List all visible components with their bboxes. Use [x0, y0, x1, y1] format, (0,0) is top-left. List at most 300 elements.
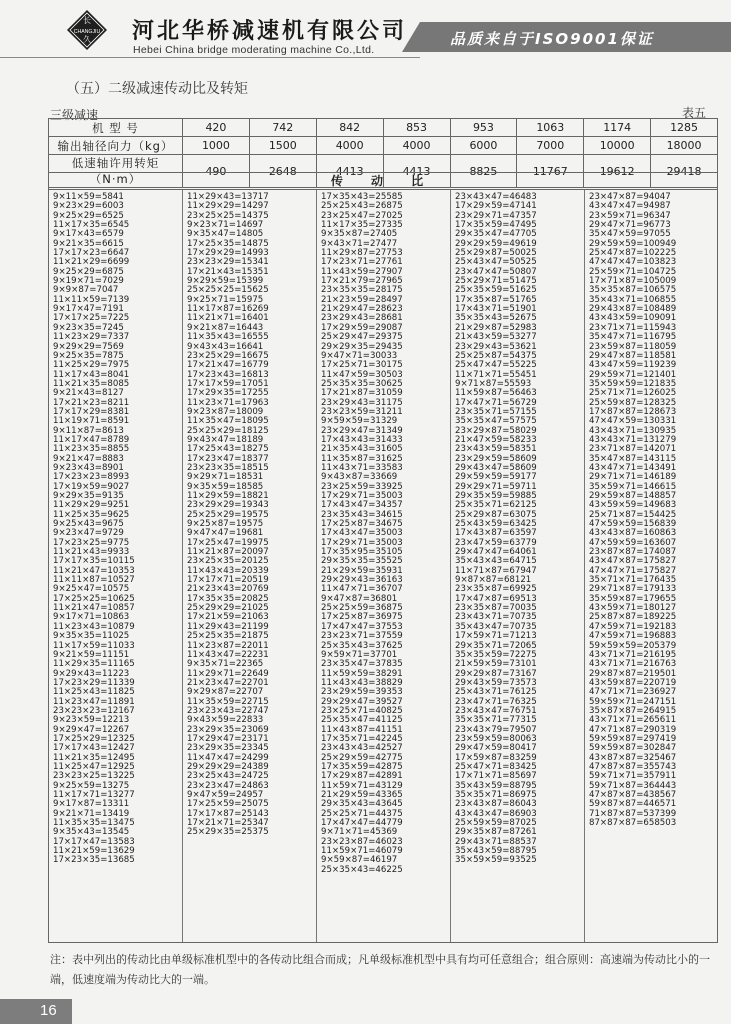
ratio-entry: 9×25×29=6875: [53, 266, 124, 277]
ratio-entry: 17×25×35=14875: [187, 238, 269, 249]
ratio-entry: 29×29×47=39527: [321, 696, 403, 707]
ratio-entry: 17×23×71=27761: [321, 257, 403, 268]
ratio-column: [183, 190, 317, 942]
ratio-entry: 11×43×87=41151: [321, 724, 403, 735]
ratio-entry: 23×29×87=58029: [455, 425, 537, 436]
ratio-entry: 9×25×43=9675: [53, 519, 124, 530]
ratio-entry: 9×35×59=18585: [187, 481, 264, 492]
ratio-entry: 25×25×71=44375: [321, 808, 403, 819]
spec-cell: 742: [249, 119, 316, 137]
ratio-entry: 17×43×43=31433: [321, 434, 403, 445]
ratio-entry: 29×59×71=121401: [589, 369, 677, 380]
ratio-entry: 23×29×35=23345: [187, 743, 269, 754]
ratio-entry: 21×59×59=73101: [455, 659, 537, 670]
ratio-entry: 9×25×71=15975: [187, 294, 264, 305]
ratio-entry: 23×43×59=58351: [455, 444, 537, 455]
ratio-entry: 9×21×87=16443: [187, 322, 264, 333]
ratio-entry: 9×47×87=36801: [321, 593, 398, 604]
spec-row-label: 输出轴径向力（kg）: [49, 137, 183, 155]
ratio-entry: 23×29×47=31349: [321, 425, 403, 436]
ratio-entry: 29×29×43=36163: [321, 575, 403, 586]
ratio-entry: 17×87×87=128673: [589, 406, 677, 417]
ratio-entry: 9×47×59=24957: [187, 790, 264, 800]
ratio-entry: 25×29×47=29375: [321, 332, 403, 343]
ratio-entry: 9×21×47=8883: [53, 453, 124, 464]
ratio-entry: 17×47×47=44779: [321, 818, 403, 829]
ratio-entry: 23×47×71=76325: [455, 696, 537, 707]
ratio-entry: 43×87×87=325467: [589, 752, 677, 763]
ratio-entry: 47×47×47=103823: [589, 257, 677, 268]
ratio-entry: 35×35×87=106575: [589, 285, 677, 296]
spec-cell: 1174: [584, 119, 651, 137]
ratio-entry: 29×47×71=96773: [589, 220, 671, 231]
ratio-entry: 11×17×35=27335: [321, 220, 403, 231]
ratio-entry: 11×21×35=8085: [53, 378, 130, 389]
ratio-column: [49, 190, 183, 942]
ratio-entry: 9×17×87=13311: [53, 799, 130, 810]
spec-row-label: 低速轴许用转矩（N·m）: [49, 155, 183, 188]
ratio-entry: 9×43×47=18189: [187, 434, 264, 445]
ratio-entry: 17×25×71=30175: [321, 360, 403, 371]
ratio-entry: 29×59×59=100949: [589, 238, 677, 249]
ratio-entry: 17×59×71=71213: [455, 631, 537, 642]
ratio-entry: 43×43×71=130935: [589, 425, 677, 436]
ratio-entry: 11×21×71=16401: [187, 313, 269, 324]
ratio-entry: 11×21×87=20097: [187, 547, 269, 558]
ratio-entry: 23×35×43=34615: [321, 509, 403, 520]
ratio-entry: 43×71×71=216195: [589, 649, 677, 660]
ratio-entry: 9×35×87=27405: [321, 229, 398, 240]
ratio-entry: 59×71×71=357911: [589, 771, 677, 782]
spec-cell: 4413: [316, 155, 383, 188]
ratio-entry: 35×47×59=97055: [589, 229, 671, 240]
spec-cell: 4000: [383, 137, 450, 155]
ratio-entry: 9×21×35=6615: [53, 238, 124, 249]
spec-cell: 4413: [383, 155, 450, 188]
spec-row-radial-force: [49, 137, 718, 155]
ratio-entry: 11×25×43=11825: [53, 687, 135, 698]
ratio-entry: 11×21×47=10353: [53, 565, 135, 576]
ratio-entry: 23×71×71=115943: [589, 322, 677, 333]
ratio-entry: 11×59×59=38291: [321, 668, 403, 679]
spec-row-model: [49, 119, 718, 137]
ratio-entry: 23×29×35=23069: [187, 724, 269, 735]
ratio-entry: 71×87×87=537399: [589, 808, 677, 819]
ratio-entry: 23×23×29=15341: [187, 257, 269, 268]
ratio-entry: 9×29×29=7569: [53, 341, 124, 352]
ratio-entry: 9×17×47=7191: [53, 304, 124, 315]
table-label: 表五: [682, 106, 707, 120]
ratio-entry: 11×71×71=55451: [455, 369, 537, 380]
ratio-entry: 9×25×29=6525: [53, 210, 124, 221]
ratio-entry: 17×35×35=20825: [187, 593, 269, 604]
ratio-entry: 17×17×59=17051: [187, 378, 269, 389]
ratio-entry: 11×25×35=9625: [53, 509, 130, 520]
spec-cell: 420: [183, 119, 250, 137]
ratio-entry: 17×29×35=17255: [187, 388, 269, 399]
ratio-entry: 25×43×71=76125: [455, 687, 537, 698]
ratio-entry: 29×29×87=73167: [455, 668, 537, 679]
ratio-entry: 9×11×87=8613: [53, 425, 124, 436]
ratio-entry: 25×25×59=36875: [321, 603, 403, 614]
ratio-entry: 47×47×71=175827: [589, 565, 677, 576]
ratio-entry: 23×29×59=58609: [455, 453, 537, 464]
ratio-entry: 11×35×47=18095: [187, 416, 269, 427]
ratio-entry: 17×23×29=11339: [53, 677, 135, 688]
ratio-entry: 25×43×47=50525: [455, 257, 537, 268]
ratio-entry: 29×35×71=72065: [455, 640, 537, 651]
ratio-entry: 17×47×47=37553: [321, 621, 403, 632]
ratio-entry: 25×35×43=37625: [321, 640, 403, 651]
spec-cell: 4000: [316, 137, 383, 155]
ratio-entry: 23×23×25=13225: [53, 771, 135, 782]
ratio-entry: 25×47×87=102225: [589, 248, 677, 259]
ratio-entry: 25×35×71=62125: [455, 500, 537, 511]
ratio-entry: 23×29×43=28681: [321, 313, 403, 324]
ratio-entry: 23×25×29=16675: [187, 350, 269, 361]
ratio-entry: 29×47×87=118581: [589, 350, 677, 361]
ratio-entry: 17×25×59=25075: [187, 799, 269, 810]
ratio-entry: 17×17×25=7225: [53, 313, 130, 324]
spec-cell: 1500: [249, 137, 316, 155]
ratio-entry: 9×47×47=19681: [187, 528, 264, 539]
company-name-en: Hebei China bridge moderating machine Co.,Ltd.: [133, 44, 375, 56]
ratio-entry: 23×23×71=37559: [321, 631, 403, 642]
ratio-entry: 11×47×71=36707: [321, 584, 403, 595]
ratio-entry: 11×43×59=27907: [321, 266, 403, 277]
ratio-entry: 17×19×59=9027: [53, 481, 130, 492]
ratio-entry: 35×87×87=264915: [589, 705, 677, 716]
ratio-entry: 9×29×43=11223: [53, 668, 130, 679]
ratio-entry: 25×87×87=189225: [589, 612, 677, 623]
ratio-entry: 23×59×59=80063: [455, 733, 537, 744]
ratio-entry: 9×17×71=10863: [53, 612, 130, 623]
ratio-entry: 9×29×87=22707: [187, 687, 264, 698]
ratio-entry: 11×35×43=16555: [187, 332, 269, 343]
svg-text:长: 长: [83, 16, 91, 25]
ratio-entry: 17×71×87=105009: [589, 276, 677, 287]
spec-cell: 1063: [517, 119, 584, 137]
ratio-entry: 17×23×35=13685: [53, 855, 135, 866]
spec-cell: 1285: [651, 119, 718, 137]
ratio-entry: 25×25×87=54375: [455, 350, 537, 361]
ratio-entry: 35×35×71=77315: [455, 715, 537, 726]
ratio-entry: 11×11×87=10527: [53, 575, 135, 586]
ratio-entry: 21×47×59=58233: [455, 434, 537, 445]
ratio-entry: 9×43×71=27477: [321, 238, 398, 249]
ratio-entry: 9×47×71=30033: [321, 350, 398, 361]
ratio-entry: 9×25×59=13275: [53, 780, 130, 791]
ratio-entry: 23×29×71=47357: [455, 210, 537, 221]
ratio-entry: 47×71×71=236927: [589, 687, 677, 698]
ratio-entry: 35×35×71=86975: [455, 790, 537, 800]
ratio-entry: 9×29×71=18531: [187, 472, 264, 483]
ratio-entry: 9×19×71=7029: [53, 276, 124, 287]
ratio-entry: 25×47×71=83425: [455, 761, 537, 772]
ratio-entry: 9×59×87=46197: [321, 855, 398, 866]
ratio-entry: 11×25×29=7975: [53, 360, 130, 371]
ratio-entry: 9×43×43=16641: [187, 341, 264, 352]
ratio-entry: 11×23×35=8855: [53, 444, 130, 455]
ratio-entry: 47×59×59=163607: [589, 537, 677, 548]
ratio-entry: 23×71×87=142071: [589, 444, 677, 455]
ratio-entry: 11×43×47=22231: [187, 649, 269, 660]
ratio-entry: 21×29×59=35931: [321, 565, 403, 576]
ratio-column: [585, 190, 719, 942]
ratio-entry: 17×29×29=14993: [187, 248, 269, 259]
ratio-entry: 23×29×43=53621: [455, 341, 537, 352]
ratio-entry: 25×29×35=25375: [187, 827, 269, 838]
ratio-entry: 17×23×47=18377: [187, 453, 269, 464]
ratio-entry: 25×71×87=154425: [589, 509, 677, 520]
ratio-entry: 87×87×87=658503: [589, 818, 677, 829]
ratio-entry: 9×23×35=7245: [53, 322, 124, 333]
ratio-entry: 11×43×71=33583: [321, 462, 403, 473]
ratio-entry: 17×29×71=35003: [321, 537, 403, 548]
ratio-entry: 9×11×59=5841: [53, 192, 124, 202]
ratio-entry: 29×71×71=146189: [589, 472, 677, 483]
ratio-entry: 9×87×87=68121: [455, 575, 532, 586]
spec-cell: 7000: [517, 137, 584, 155]
ratio-entry: 25×35×43=46225: [321, 864, 403, 875]
ratio-entry: 17×21×59=21063: [187, 612, 269, 623]
ratio-entry: 9×29×47=12267: [53, 724, 130, 735]
ratio-entry: 35×43×47=70735: [455, 621, 537, 632]
ratio-entry: 21×35×43=31605: [321, 444, 403, 455]
ratio-entry: 21×23×59=28497: [321, 294, 403, 305]
ratio-entry: 43×59×71=180127: [589, 603, 677, 614]
ratio-entry: 11×17×35=6545: [53, 220, 130, 231]
ratio-entry: 9×17×43=6579: [53, 229, 124, 240]
ratio-entry: 35×43×59=88795: [455, 846, 537, 857]
ratio-entry: 11×25×47=12925: [53, 761, 135, 772]
ratio-entry: 11×17×47=8789: [53, 434, 130, 445]
ratio-entry: 17×43×87=63597: [455, 528, 537, 539]
ratio-entry: 9×43×87=33669: [321, 472, 398, 483]
ratio-entry: 11×29×29=9251: [53, 500, 130, 511]
ratio-entry: 17×17×23=6647: [53, 248, 130, 259]
spec-cell: 490: [183, 155, 250, 188]
spec-cell: 10000: [584, 137, 651, 155]
ratio-entry: 17×17×29=8381: [53, 406, 130, 417]
ratio-entry: 11×17×43=8041: [53, 369, 130, 380]
ratio-entry: 47×47×59=130331: [589, 416, 677, 427]
ratio-entry: 47×87×87=355743: [589, 761, 677, 772]
ratio-entry: 29×47×47=64061: [455, 547, 537, 558]
ratio-entry: 29×35×43=43645: [321, 799, 403, 810]
ratio-entry: 23×25×71=40825: [321, 705, 403, 716]
ratio-entry: 17×25×25=10625: [53, 593, 135, 604]
ratio-entry: 9×59×59=31329: [321, 416, 398, 427]
ratio-entry: 11×59×87=56463: [455, 388, 537, 399]
ratio-entry: 17×21×71=25347: [187, 818, 269, 829]
spec-cell: 1000: [183, 137, 250, 155]
ratio-entry: 23×35×71=57155: [455, 406, 537, 417]
ratio-entry: 9×35×35=11025: [53, 631, 130, 642]
ratio-entry: 11×47×59=30503: [321, 369, 403, 380]
ratio-entry: 11×35×59=22715: [187, 696, 269, 707]
ratio-entry: 47×71×87=290319: [589, 724, 677, 735]
ratio-entry: 25×59×87=128325: [589, 397, 677, 408]
ratio-entry: 23×43×87=86043: [455, 799, 537, 810]
footnote: 注：表中列出的传动比由单级标准机型中的各传动比组合而成；凡单级标准机型中具有均可任意组合；组合原则：高速端为传动比小的一端，低速度端为传动比大的一端。: [50, 953, 710, 986]
ratio-entry: 35×35×59=72275: [455, 649, 537, 660]
ratio-entry: 25×29×29=21025: [187, 603, 269, 614]
ratio-entry: 17×17×35=10115: [53, 556, 135, 567]
spec-cell: 953: [450, 119, 517, 137]
ratio-entry: 23×43×47=76751: [455, 705, 537, 716]
ratio-entry: 9×43×59=22833: [187, 715, 264, 726]
spec-cell: 2648: [249, 155, 316, 188]
ratio-column: [317, 190, 451, 942]
ratio-entry: 9×23×59=12213: [53, 715, 130, 726]
ratio-entry: 23×35×87=70035: [455, 603, 537, 614]
ratio-entry: 17×25×87=34675: [321, 519, 403, 530]
ratio-entry: 17×47×71=56729: [455, 397, 537, 408]
ratio-entry: 59×59×59=205379: [589, 640, 677, 651]
ratio-entry: 9×23×43=8901: [53, 462, 124, 473]
ratio-entry: 25×71×71=126025: [589, 388, 677, 399]
ratio-entry: 59×87×87=446571: [589, 799, 677, 810]
section-title: （五）二级减速传动比及转矩: [66, 81, 248, 97]
ratio-entry: 25×59×59=87025: [455, 818, 537, 829]
ratio-entry: 17×35×59=42875: [321, 761, 403, 772]
ratio-entry: 23×25×25=14375: [187, 210, 269, 221]
ratio-entry: 17×25×43=18275: [187, 444, 269, 455]
ratio-entry: 17×23×23=8993: [53, 472, 130, 483]
company-name-cn: 河北华桥减速机有限公司: [132, 19, 408, 44]
ratio-entry: 23×23×87=46023: [321, 836, 403, 847]
ratio-entry: 29×59×87=148857: [589, 491, 677, 501]
ratio-entry: 59×59×71=247151: [589, 696, 677, 707]
ratio-entry: 23×47×47=50807: [455, 266, 537, 277]
ratio-entry: 17×17×43=12427: [53, 743, 135, 754]
company-logo-icon: [66, 9, 108, 51]
ratio-entry: 59×71×87=364443: [589, 780, 677, 791]
ratio-entry: 43×47×87=175827: [589, 556, 677, 567]
spec-cell: 842: [316, 119, 383, 137]
ratio-entry: 23×29×29=19343: [187, 500, 269, 511]
ratio-entry: 9×29×59=15399: [187, 276, 264, 287]
ratio-entry: 25×25×29=18125: [187, 425, 269, 436]
ratio-entry: 23×25×59=33925: [321, 481, 403, 492]
ratio-entry: 25×59×71=104725: [589, 266, 677, 277]
ratio-entry: 11×23×43=10879: [53, 621, 135, 632]
ratio-entry: 23×35×47=37835: [321, 659, 403, 670]
ratio-entry: 21×29×59=43365: [321, 790, 403, 800]
ratio-entry: 9×21×43=8127: [53, 388, 124, 399]
ratio-entry: 17×35×87=51765: [455, 294, 537, 305]
spec-cell: 11767: [517, 155, 584, 188]
ratio-entry: 17×21×47=16779: [187, 360, 269, 371]
ratio-entry: 17×43×71=51901: [455, 304, 537, 315]
ratio-table: [48, 189, 718, 943]
ratio-entry: 29×35×59=59885: [455, 491, 537, 501]
ratio-entry: 23×35×35=28175: [321, 285, 403, 296]
ratio-entry: 43×43×71=131279: [589, 434, 677, 445]
ratio-entry: 23×47×87=94047: [589, 192, 671, 202]
ratio-entry: 11×29×43=21199: [187, 621, 269, 632]
ratio-entry: 35×35×43=52675: [455, 313, 537, 324]
ratio-entry: 35×59×59=121835: [589, 378, 677, 389]
ratio-entry: 23×29×43=31175: [321, 397, 403, 408]
ratio-entry: 11×29×71=22649: [187, 668, 269, 679]
ratio-entry: 11×23×47=11891: [53, 696, 135, 707]
ratio-entry: 25×29×87=63075: [455, 509, 537, 520]
ratio-entry: 9×23×29=6003: [53, 201, 124, 212]
spec-cell: 18000: [651, 137, 718, 155]
ratio-entry: 23×43×71=70735: [455, 612, 537, 623]
ratio-entry: 23×25×35=20125: [187, 556, 269, 567]
ratio-entry: 35×59×71=146615: [589, 481, 677, 492]
ratio-entry: 11×17×87=16269: [187, 304, 269, 315]
ratio-entry: 35×71×71=176435: [589, 575, 677, 586]
ratio-entry: 11×23×71=17963: [187, 397, 269, 408]
ratio-entry: 35×59×59=93525: [455, 855, 537, 866]
svg-text:久: 久: [83, 35, 91, 44]
ratio-entry: 9×59×71=37701: [321, 649, 398, 660]
ratio-entry: 9×25×35=7875: [53, 350, 124, 361]
ratio-entry: 29×29×71=59711: [455, 481, 537, 492]
ratio-entry: 47×87×87=438567: [589, 790, 677, 800]
ratio-entry: 21×23×47=22701: [187, 677, 269, 688]
ratio-entry: 59×59×87=297419: [589, 733, 677, 744]
ratio-entry: 29×43×87=108489: [589, 304, 677, 315]
ratio-entry: 11×59×71=43129: [321, 780, 403, 791]
ratio-entry: 17×29×87=42891: [321, 771, 403, 782]
ratio-entry: 11×43×43=20339: [187, 565, 269, 576]
ratio-entry: 9×23×47=9729: [53, 528, 124, 539]
ratio-entry: 17×29×71=35003: [321, 491, 403, 501]
ratio-entry: 47×59×71=192183: [589, 621, 677, 632]
spec-cell: 853: [383, 119, 450, 137]
ratio-entry: 9×35×43=13545: [53, 827, 130, 838]
ratio-entry: 17×25×47=19975: [187, 537, 269, 548]
ratio-entry: 17×21×43=15351: [187, 266, 269, 277]
ratio-entry: 23×43×47=46483: [455, 192, 537, 202]
ratio-entry: 11×19×71=8591: [53, 416, 130, 427]
ratio-entry: 11×17×59=11033: [53, 640, 135, 651]
ratio-title: 传 动 比: [48, 172, 718, 189]
ratio-entry: 17×25×29=12325: [53, 733, 135, 744]
ratio-entry: 29×29×59=49619: [455, 238, 537, 249]
ratio-entry: 35×43×59=88795: [455, 780, 537, 791]
svg-text:CHANGJIU: CHANGJIU: [73, 29, 101, 35]
ratio-entry: 11×35×87=31625: [321, 453, 403, 464]
ratio-entry: 25×35×59=51625: [455, 285, 537, 296]
ratio-entry: 17×43×47=35003: [321, 528, 403, 539]
ratio-entry: 17×29×59=29087: [321, 322, 403, 333]
ratio-entry: 17×25×87=36975: [321, 612, 403, 623]
ratio-entry: 43×47×59=119239: [589, 360, 677, 371]
ratio-entry: 17×43×47=34357: [321, 500, 403, 511]
ratio-entry: 35×47×71=116795: [589, 332, 677, 343]
spec-cell: 29418: [651, 155, 718, 188]
ratio-entry: 47×59×71=196883: [589, 631, 677, 642]
ratio-entry: 9×23×71=14697: [187, 220, 264, 231]
ratio-entry: 9×21×71=13419: [53, 808, 130, 819]
ratio-entry: 25×29×71=51475: [455, 276, 537, 287]
ratio-entry: 9×25×87=19575: [187, 519, 264, 530]
ratio-entry: 29×87×87=219501: [589, 668, 677, 679]
ratio-column: [451, 190, 585, 942]
ratio-entry: 11×59×71=46079: [321, 846, 403, 857]
ratio-entry: 11×71×87=67947: [455, 565, 537, 576]
ratio-entry: 43×71×71=216763: [589, 659, 677, 670]
ratio-entry: 17×21×23=8211: [53, 397, 130, 408]
ratio-entry: 9×9×87=7047: [53, 285, 119, 296]
ratio-entry: 21×23×43=20769: [187, 584, 269, 595]
